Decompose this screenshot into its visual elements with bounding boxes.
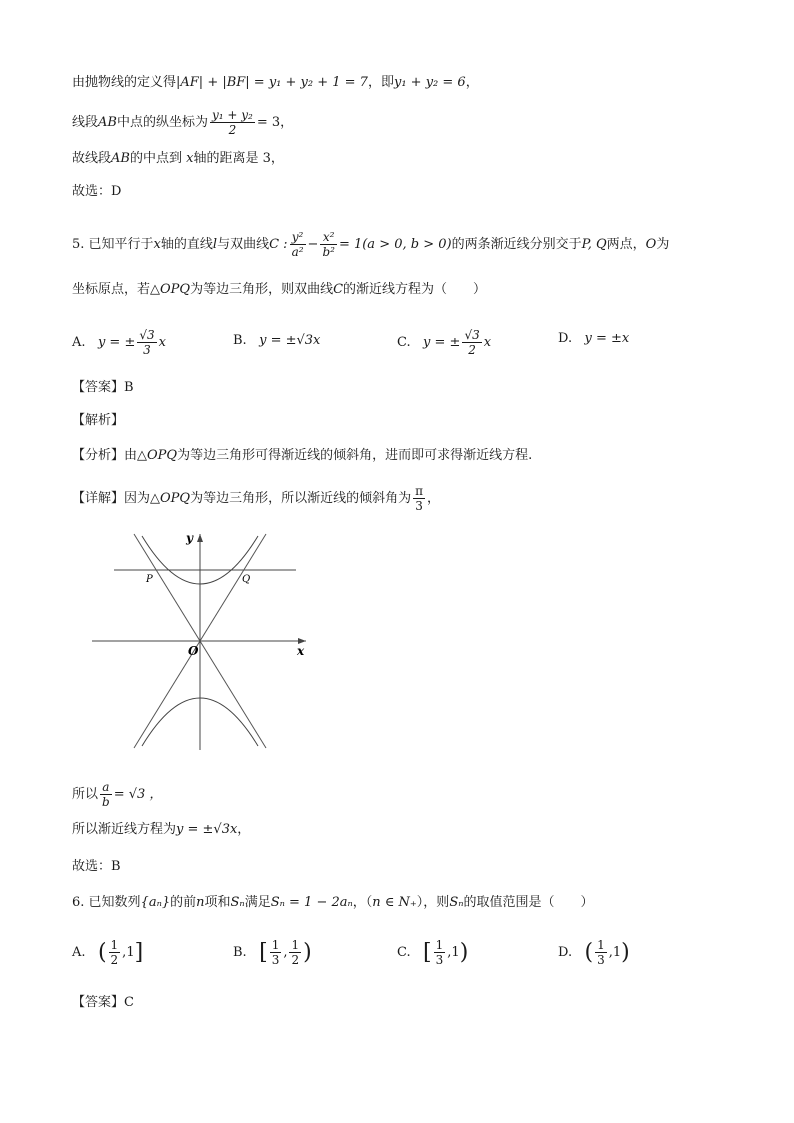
option-d: D. ( $\frac{1}{3}$ ,1): [558, 938, 630, 967]
text: ，即: [367, 75, 394, 90]
text: 线段: [72, 115, 99, 130]
text: 由抛物线的定义得: [72, 75, 177, 90]
question-5-stem-cont: 坐标原点，若△OPQ为等边三角形，则双曲线C的渐近线方程为（ ）: [72, 282, 487, 297]
label-o: O: [188, 644, 199, 658]
option-c: C. [ $\frac{1}{3}$ ,1): [397, 938, 469, 967]
formula: y₁ + y₂ = 6: [393, 75, 466, 90]
label-x: x: [297, 644, 305, 658]
label-y: y: [186, 531, 193, 545]
formula: AB: [111, 151, 130, 166]
so-line-2: 所以渐近线方程为y = ±√3x，: [72, 822, 251, 837]
question-5-stem: 5. 已知平行于x轴的直线l与双曲线C : $\frac{\text{y²}}{\text{a²}}$ − $\frac{\text{x²}}{\text{b²}}$ = 1(a > 0, b > 0)的两条渐近线分别交于P, Q两点，O为: [72, 230, 670, 259]
option-b: B. y = ±√3x: [233, 333, 321, 348]
text: 故线段: [72, 151, 112, 166]
answer-line-6: 【答案】C: [72, 995, 134, 1010]
text-line-4: [72, 183, 121, 201]
xiangjie-line: 【详解】因为△OPQ为等边三角形，所以渐近线的倾斜角为 $\frac{\pi}{3}$ ，: [72, 484, 441, 513]
formula: AB: [98, 115, 117, 130]
option-b: B. [ $\frac{1}{3}$ , $\frac{1}{2}$ ): [233, 938, 312, 967]
text: ，: [280, 115, 294, 130]
text-line-1: [72, 74, 479, 92]
fraction: $\frac{\text{y₁ + y₂}}{2}$: [211, 108, 253, 137]
so-line-1: 所以 $\frac{a}{b}$ = √3 ，: [72, 780, 163, 809]
formula: = 3: [256, 115, 281, 130]
text-line-2: [72, 108, 293, 137]
option-c: C. y = ± $\frac{√3}{2}$ x: [397, 328, 492, 357]
fenxi-line: 【分析】由△OPQ为等边三角形可得渐近线的倾斜角，进而即可求得渐近线方程.: [72, 448, 533, 463]
formula: x: [186, 151, 194, 166]
fraction: $\frac{\text{x²}}{\text{b²}}$: [322, 230, 335, 259]
label-q: Q: [242, 574, 251, 585]
option-d: D. y = ±x: [558, 331, 630, 346]
text: 故选：D: [72, 184, 122, 199]
question-6-stem: 6. 已知数列{aₙ}的前n项和Sₙ满足Sₙ = 1 − 2aₙ，（n ∈ N₊），则Sₙ的取值范围是（ ）: [72, 895, 594, 910]
text: 中点的纵坐标为: [116, 115, 208, 130]
label-p: P: [146, 574, 153, 585]
answer-line: 【答案】B: [72, 380, 134, 395]
text: ，: [465, 75, 479, 90]
text: 的中点到: [129, 151, 182, 166]
text-line-3: [72, 150, 284, 168]
option-a: A. ( $\frac{1}{2}$ ,1]: [72, 938, 144, 967]
choose-line: 故选：B: [72, 859, 121, 874]
fraction: $\frac{\text{y²}}{\text{a²}}$: [291, 230, 304, 259]
analysis-tag: 【解析】: [72, 413, 125, 428]
hyperbola-figure: [84, 528, 314, 760]
formula: |AF| + |BF| = y₁ + y₂ + 1 = 7: [176, 75, 368, 90]
option-a: A. y = ± $\frac{√3}{3}$ x: [72, 328, 166, 357]
y-axis-arrow: [197, 534, 203, 542]
text: 轴的距离是 3，: [193, 151, 284, 166]
